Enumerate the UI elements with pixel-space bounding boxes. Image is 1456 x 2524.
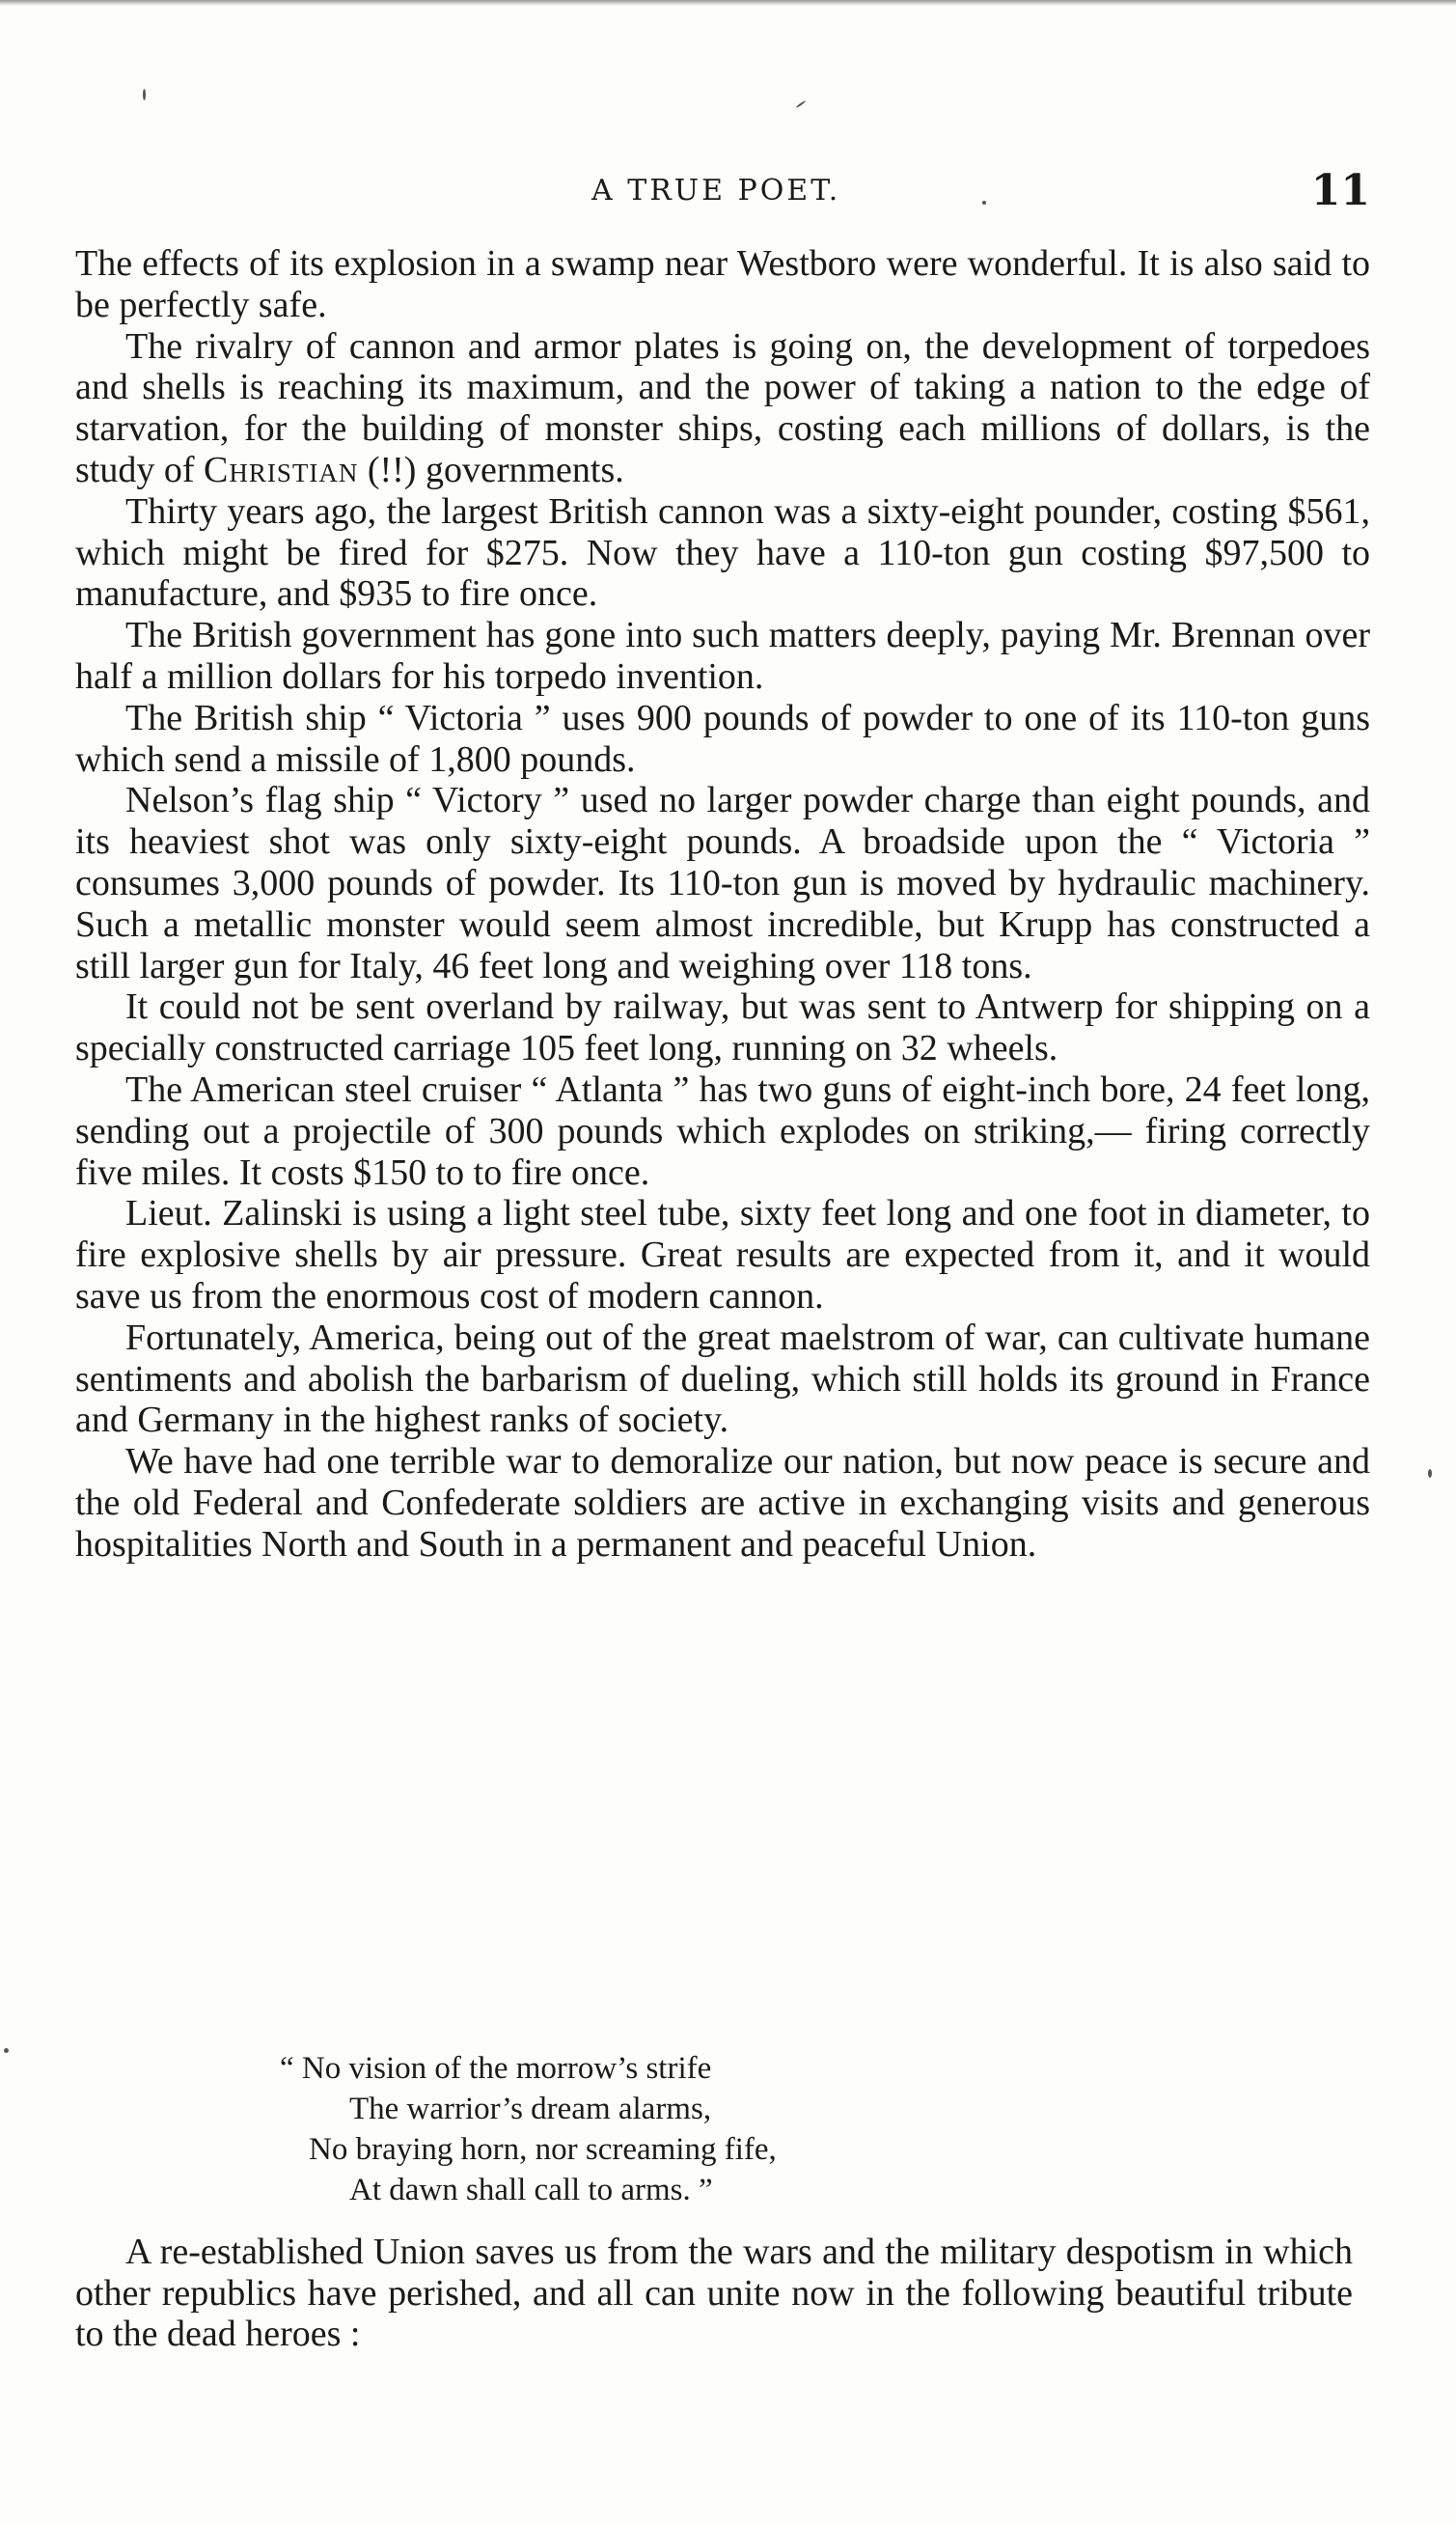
poem-line: “ No vision of the morrow’s strife (280, 2051, 712, 2086)
scan-speck (4, 2048, 9, 2053)
poem-quote (280, 2048, 777, 2210)
page-top-edge (0, 0, 1456, 6)
paragraph: The American steel cruiser “ Atlanta ” has two guns of eight-inch bore, 24 feet long, sending out a projectile of 300 pounds which explodes on striking,— firing correctly five miles. It costs $150 to to fire once. (75, 1068, 1370, 1193)
paragraph: Thirty years ago, the largest British cannon was a sixty-eight pounder, costing $561, which might be fired for $275. Now they have a 110-ton gun costing $97,500 to manufacture, and $935 to fire once. (75, 490, 1370, 615)
paragraph: Fortunately, America, being out of the great maelstrom of war, can cultivate humane sentiments and abolish the barbarism of dueling, which still holds its ground in France and Germany in the highest ranks of society. (75, 1317, 1370, 1441)
closing-text (75, 2232, 1353, 2355)
paragraph: It could not be sent overland by railway, but was sent to Antwerp for shipping on a specially constructed carriage 105 feet long, running on 32 wheels. (75, 986, 1370, 1069)
paragraph (75, 326, 1370, 491)
paragraph: The effects of its explosion in a swamp near Westboro were wonderful. It is also said to be perfectly safe. (75, 243, 1370, 325)
scan-speck (982, 201, 986, 205)
paragraph: A re-established Union saves us from the wars and the military despotism in which other republics have perished, and all can unite now in the following beautiful tribute to the dead heroes : (75, 2232, 1353, 2354)
scan-speck (796, 100, 807, 109)
paragraph-text: (!!) governments. (367, 449, 624, 490)
paragraph: The British ship “ Victoria ” uses 900 pounds of powder to one of its 110-ton guns which send a missile of 1,800 pounds. (75, 697, 1370, 780)
paragraph-text: The rivalry of cannon and armor plates is going on, the development of torpedoes and shells is reaching its maximum, and the power of taking a nation to the edge of starvation, for the building of monster ships, costing each millions of dollars, is the study of (75, 325, 1370, 490)
poem-line: No braying horn, nor screaming fife, (309, 2132, 777, 2167)
scan-speck (143, 89, 146, 100)
running-head: A TRUE POET. (591, 174, 841, 208)
paragraph: Lieut. Zalinski is using a light steel tube, sixty feet long and one foot in diameter, to fire explosive shells by air pressure. Great results are expected from it, and it would save us from the enormous cost of modern cannon. (75, 1193, 1370, 1317)
body-text (75, 243, 1370, 1566)
paragraph: We have had one terrible war to demoralize our nation, but now peace is secure and the old Federal and Confederate soldiers are active in exchanging visits and generous hospitalities North and South in a permanent and peaceful Union. (75, 1441, 1370, 1565)
page-number: 11 (1310, 166, 1370, 215)
page-header (77, 166, 1370, 224)
paragraph: The British government has gone into such matters deeply, paying Mr. Brennan over half a million dollars for his torpedo invention. (75, 615, 1370, 697)
poem-line: The warrior’s dream alarms, (349, 2092, 712, 2126)
scan-speck (1428, 1469, 1432, 1478)
poem-line: At dawn shall call to arms. ” (349, 2173, 713, 2207)
paragraph: Nelson’s flag ship “ Victory ” used no larger powder charge than eight pounds, and its heaviest shot was only sixty-eight pounds. A broadside upon the “ Victoria ” consumes 3,000 pounds of powder. Its 110-ton gun is moved by hydraulic machinery. Such a metallic monster would seem almost incredible, but Krupp has constructed a still larger gun for Italy, 46 feet long and weighing over 118 tons. (75, 780, 1370, 986)
small-caps-word: Christian (204, 449, 359, 490)
